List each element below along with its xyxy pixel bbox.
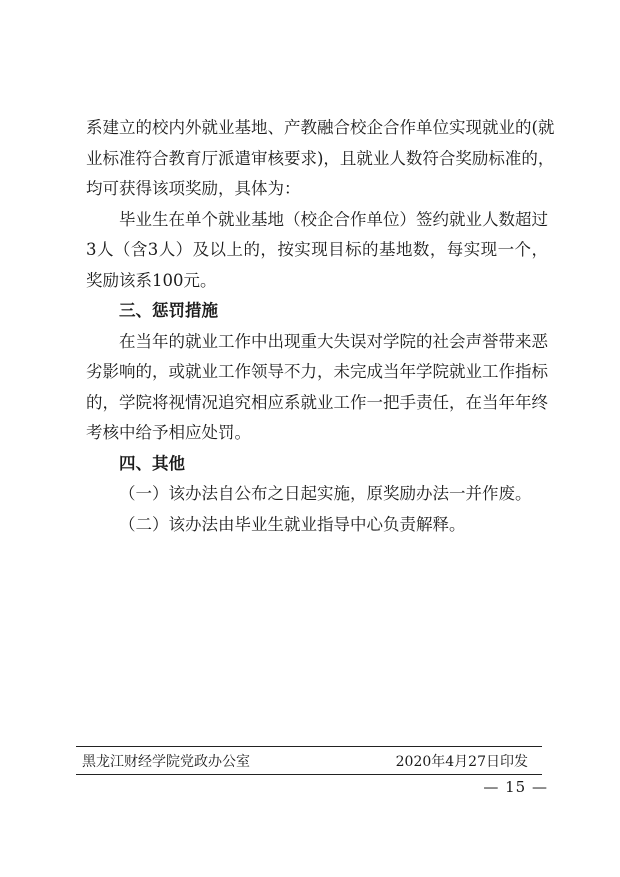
paragraph-penalty <box>86 327 548 449</box>
text-line: 劣影响的，或就业工作领导不力，未完成当年学院就业工作指标 <box>86 362 548 381</box>
list-item: （二）该办法由毕业生就业指导中心负责解释。 <box>119 514 466 534</box>
text-line: 在当年的就业工作中出现重大失误对学院的社会声誉带来恶 <box>119 331 548 351</box>
text-line: 均可获得该项奖励，具体为： <box>86 179 301 198</box>
document-body <box>86 113 555 540</box>
list-item: （一）该办法自公布之日起实施，原奖励办法一并作废。 <box>119 484 532 503</box>
text-line: 业标准符合教育厅派遣审核要求)，且就业人数符合奖励标准的， <box>86 148 555 168</box>
paragraph-award-amount <box>86 205 548 297</box>
text-line: 考核中给予相应处罚。 <box>86 423 251 442</box>
issuer-name: 黑龙江财经学院党政办公室 <box>82 753 250 770</box>
page-number: — 15 — <box>483 778 548 796</box>
footer-bottom-divider <box>76 774 542 775</box>
text-line: 的，学院将视情况追究相应系就业工作一把手责任，在当年年终 <box>86 392 548 412</box>
section-heading-other: 四、其他 <box>119 453 185 473</box>
footer-row <box>76 747 542 774</box>
text-line: 奖励该系100元。 <box>86 270 217 290</box>
text-line: 系建立的校内外就业基地、产教融合校企合作单位实现就业的(就 <box>86 118 555 137</box>
document-footer <box>76 746 542 775</box>
text-line: 3人（含3人）及以上的，按实现目标的基地数，每实现一个， <box>86 240 548 259</box>
paragraph-award-criteria <box>86 113 555 205</box>
section-heading-penalty: 三、惩罚措施 <box>119 301 218 320</box>
other-items-list <box>86 479 548 540</box>
issue-date: 2020年4月27日印发 <box>395 753 528 770</box>
text-line: 毕业生在单个就业基地（校企合作单位）签约就业人数超过 <box>119 209 548 229</box>
